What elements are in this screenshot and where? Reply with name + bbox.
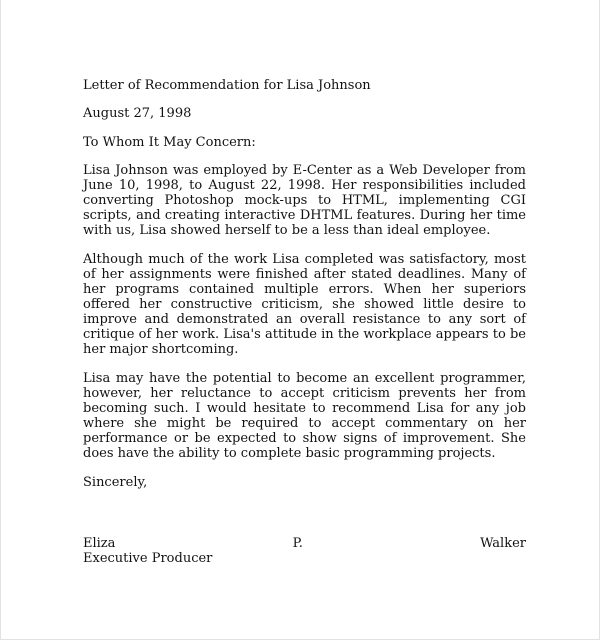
- signature-middle-initial: P.: [292, 536, 303, 551]
- closing: Sincerely,: [83, 475, 148, 490]
- paragraph-employment: Lisa Johnson was employed by E-Center as a Web Developer from June 10, 1998, to August 22, 1998. Her responsibilities included converting Photoshop mock-ups to HTML, implementing CGI scripts, and creating interactive DHTML features. During her time with us, Lisa showed herself to be a less than ideal employee.: [83, 163, 526, 238]
- salutation: To Whom It May Concern:: [83, 135, 256, 150]
- signature-role: Executive Producer: [83, 551, 213, 566]
- letter-body: [83, 78, 526, 566]
- letter-title: Letter of Recommendation for Lisa Johnson: [83, 78, 371, 93]
- letter-date: August 27, 1998: [83, 106, 192, 121]
- signature-first-name: Eliza: [83, 536, 116, 551]
- signature-last-name: Walker: [480, 536, 526, 551]
- signature-name: [83, 536, 526, 551]
- paragraph-performance: Although much of the work Lisa completed was satisfactory, most of her assignments were finished after stated deadlines. Many of her programs contained multiple errors. When her superiors offered her constructive criticism, she showed little desire to improve and demonstrated an overall resistance to any sort of critique of her work. Lisa's attitude in the workplace appears to be her major shortcoming.: [83, 252, 526, 357]
- paragraph-recommendation: Lisa may have the potential to become an excellent programmer, however, her reluctance to accept criticism prevents her from becoming such. I would hesitate to recommend Lisa for any job where she might be required to accept commentary on her performance or be expected to show signs of improvement. She does have the ability to complete basic programming projects.: [83, 371, 526, 461]
